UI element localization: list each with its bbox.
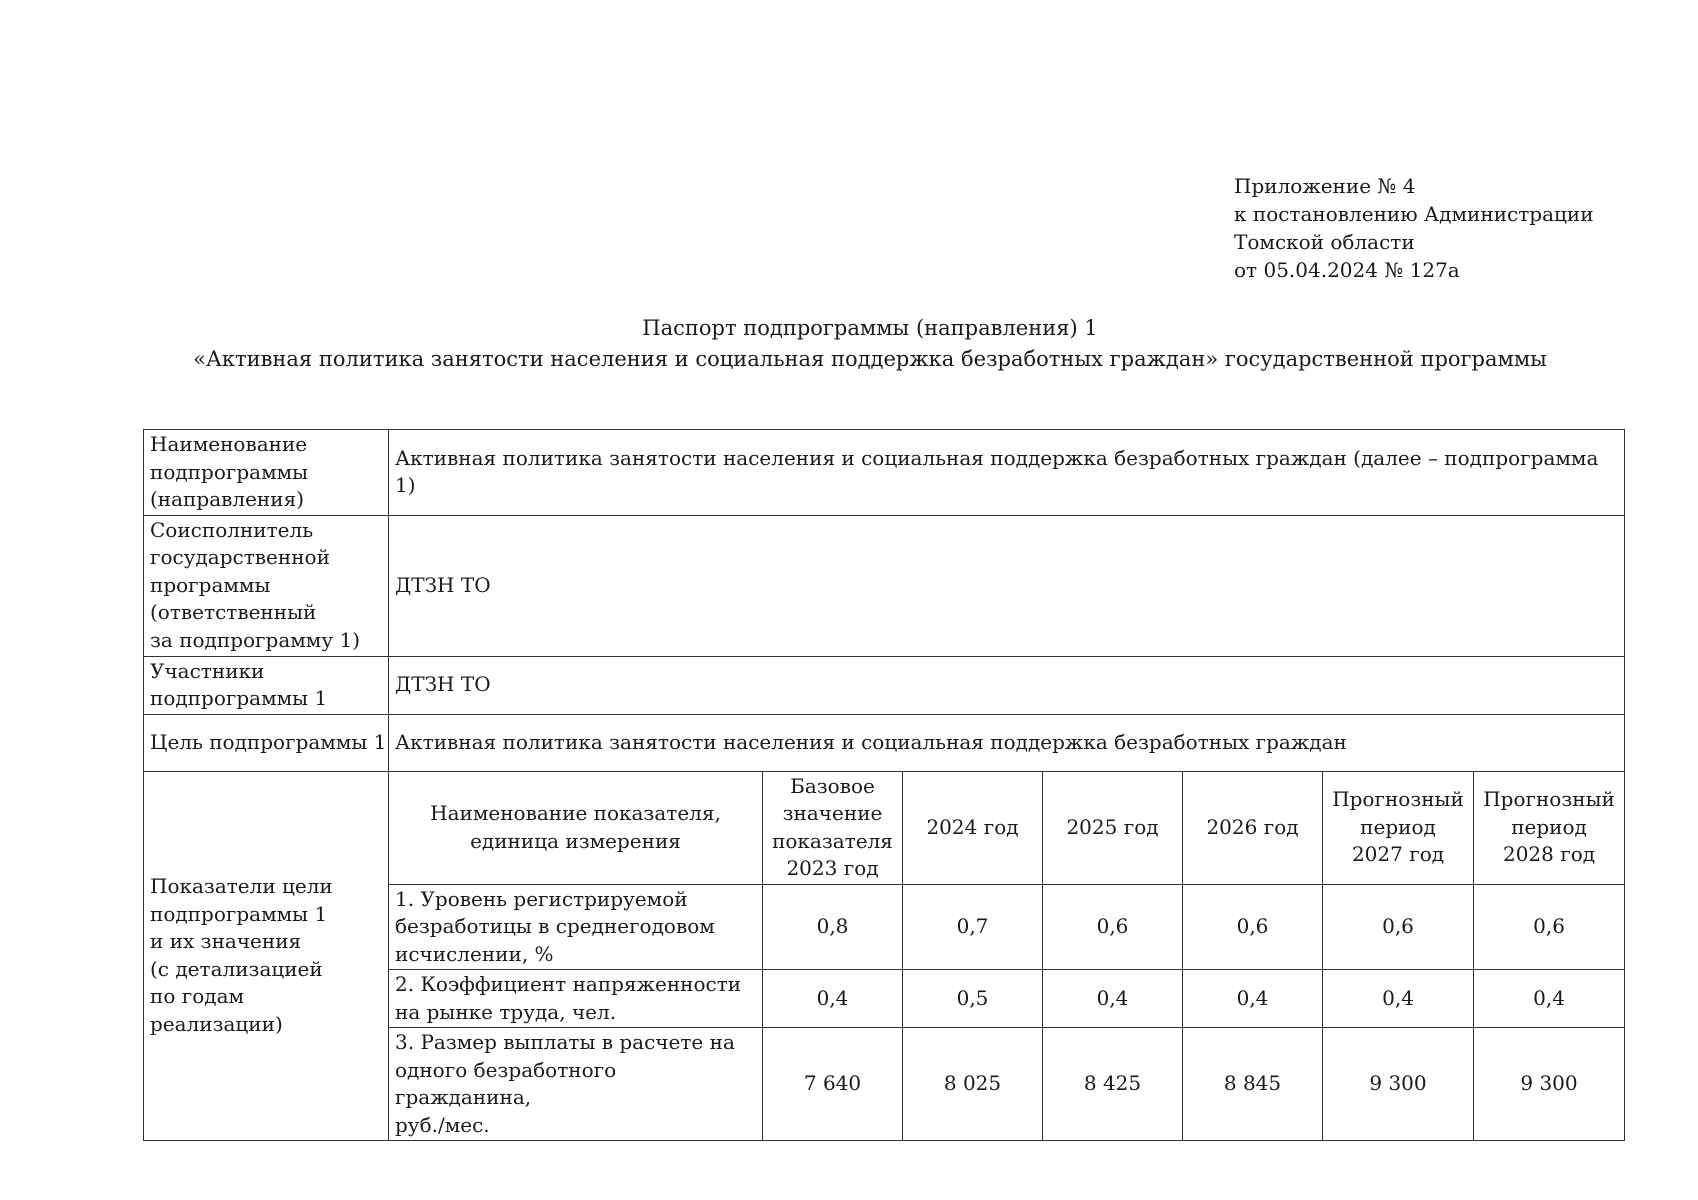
passport-table [143,429,1625,1141]
value-2028: 0,6 [1474,884,1625,970]
label-line: Соисполнитель [150,517,314,542]
label-line: программы [150,572,271,597]
document-title [140,313,1600,375]
header-line: Наименование показателя, [430,801,721,825]
label-line: Наименование [150,432,308,456]
header-line: Прогнозный [1483,787,1615,812]
header-2026: 2026 год [1183,771,1323,884]
header-line: Базовое [790,773,875,798]
header-line: Прогнозный [1332,787,1464,812]
indicator-name-line: исчислении, % [395,941,554,966]
value-coexecutor: ДТЗН ТО [389,515,1625,656]
header-line: период [1511,814,1587,839]
header-line: 2027 год [1351,842,1445,867]
label-line: государственной [150,545,330,570]
label-line: (с детализацией [150,956,323,981]
indicator-name-line: руб./мес. [395,1112,490,1137]
label-line: подпрограммы [150,459,309,484]
header-base-value [763,771,903,884]
indicator-name-line: одного безработного гражданина, [395,1057,617,1109]
label-line: подпрограммы 1 [150,686,328,710]
value-2024: 0,5 [903,970,1043,1028]
header-indicator-name [389,771,763,884]
header-2024: 2024 год [903,771,1043,884]
label-subprogram-name [144,430,389,516]
label-line: (ответственный [150,600,317,625]
value-base: 7 640 [763,1028,903,1141]
value-2027: 9 300 [1323,1028,1474,1141]
title-line-2: «Активная политика занятости населения и социальная поддержка безработных граждан» государственной программы [193,347,1547,371]
value-2027: 0,4 [1323,970,1474,1028]
row-goal [144,714,1625,771]
header-line: период [1360,814,1436,839]
value-2025: 0,6 [1043,884,1183,970]
value-2026: 8 845 [1183,1028,1323,1141]
indicator-name-line: 1. Уровень регистрируемой [395,886,688,911]
value-base: 0,4 [763,970,903,1028]
indicator-name-line: 2. Коэффициент напряженности [395,972,742,996]
value-2027: 0,6 [1323,884,1474,970]
indicator-name-line: 3. Размер выплаты в расчете на [395,1030,735,1054]
indicator-name-line: на рынке труда, чел. [395,999,617,1024]
value-2024: 0,7 [903,884,1043,970]
value-2026: 0,6 [1183,884,1323,970]
row-indicators-header [144,771,1625,884]
appendix-line-3: Томской области [1234,230,1415,254]
value-2025: 0,4 [1043,970,1183,1028]
row-coexecutor [144,515,1625,656]
label-goal: Цель подпрограммы 1 [144,714,389,771]
label-line: подпрограммы 1 [150,901,328,926]
row-participants [144,656,1625,714]
indicator-name [389,970,763,1028]
label-indicators [144,771,389,1141]
header-line: 2023 год [786,856,879,880]
title-line-1: Паспорт подпрограммы (направления) 1 [642,316,1098,340]
value-2025: 8 425 [1043,1028,1183,1141]
appendix-line-2: к постановлению Администрации [1234,202,1594,226]
header-line: значение [782,801,883,825]
value-2028: 0,4 [1474,970,1625,1028]
label-line: по годам реализации) [150,984,283,1036]
label-line: Показатели цели [150,874,333,899]
indicator-name [389,1028,763,1141]
value-2024: 8 025 [903,1028,1043,1141]
value-subprogram-name: Активная политика занятости населения и социальная поддержка безработных граждан (далее – подпрограмма 1) [389,430,1625,516]
header-line: 2028 год [1502,842,1596,867]
row-subprogram-name [144,430,1625,516]
label-line: за подпрограмму 1) [150,627,361,652]
indicator-name-line: безработицы в среднегодовом [395,914,715,938]
label-line: и их значения [150,929,302,954]
indicator-name [389,884,763,970]
header-line: единица измерения [470,828,681,853]
value-2026: 0,4 [1183,970,1323,1028]
header-2027 [1323,771,1474,884]
label-line: Участники [150,658,265,683]
appendix-header [1234,172,1594,284]
header-2025: 2025 год [1043,771,1183,884]
value-goal: Активная политика занятости населения и социальная поддержка безработных граждан [389,714,1625,771]
header-line: показателя [772,828,893,853]
appendix-line-4: от 05.04.2024 № 127а [1234,258,1460,282]
appendix-line-1: Приложение № 4 [1234,174,1416,198]
value-participants: ДТЗН ТО [389,656,1625,714]
value-base: 0,8 [763,884,903,970]
label-line: (направления) [150,487,304,511]
label-participants [144,656,389,714]
label-coexecutor [144,515,389,656]
header-2028 [1474,771,1625,884]
value-2028: 9 300 [1474,1028,1625,1141]
